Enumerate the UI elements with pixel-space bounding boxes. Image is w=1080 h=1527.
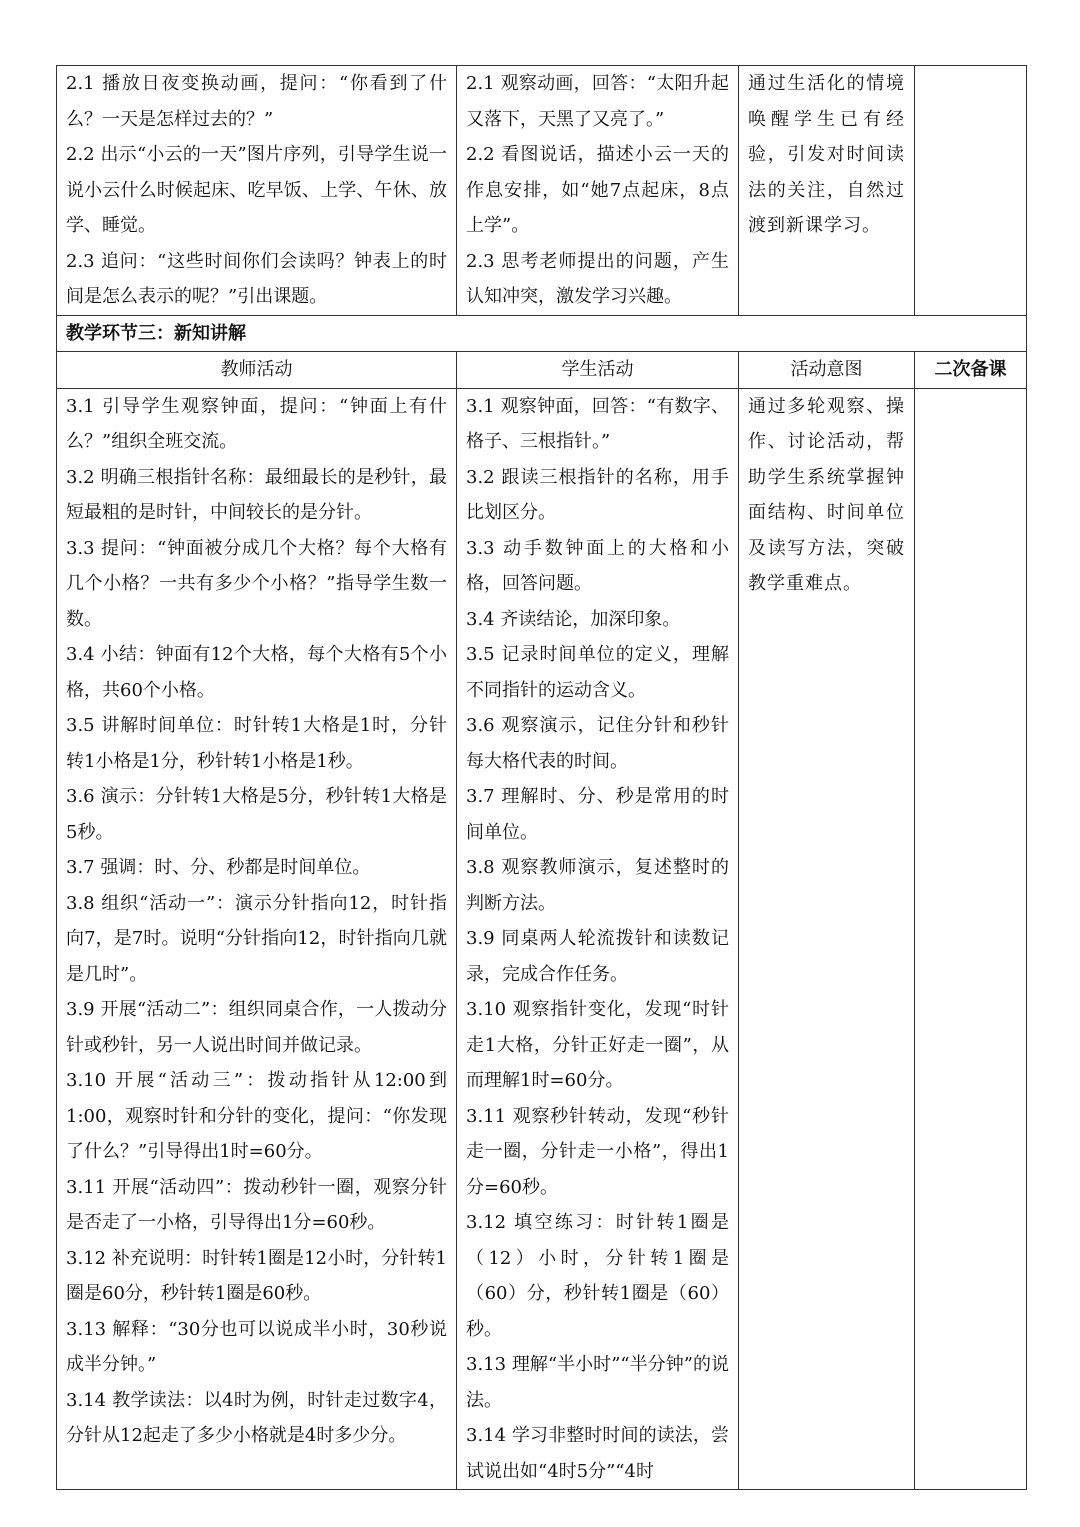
purpose-cell: [739, 66, 915, 316]
activity-row-2: [57, 66, 1027, 316]
teacher-activity-cell: [57, 66, 457, 316]
teacher-step-3-14: 3.14 教学读法：以4时为例，时针走过数字4，分针从12起走了多少小格就是4时多少分。: [66, 1389, 447, 1446]
header-student-activity: 学生活动: [457, 351, 739, 388]
student-step-3-1: 3.1 观察钟面，回答：“有数字、格子、三根指针。”: [466, 395, 729, 452]
teacher-step-3-9: 3.9 开展“活动二”：组织同桌合作，一人拨动分针或秒针，另一人说出时间并做记录。: [66, 999, 447, 1056]
teacher-step-3-6: 3.6 演示：分针转1大格是5分，秒针转1大格是5秒。: [66, 786, 447, 843]
header-notes: 二次备课: [915, 351, 1027, 388]
header-teacher-activity: 教师活动: [57, 351, 457, 388]
purpose-text: 通过多轮观察、操作、讨论活动，帮助学生系统掌握钟面结构、时间单位及读写方法，突破教学重难点。: [748, 395, 905, 594]
student-step-3-2: 3.2 跟读三根指针的名称，用手比划区分。: [466, 466, 729, 523]
section-title: 教学环节三：新知讲解: [57, 315, 1027, 351]
teacher-step-3-5: 3.5 讲解时间单位：时针转1大格是1时，分针转1小格是1分，秒针转1小格是1秒。: [66, 715, 447, 772]
header-purpose: 活动意图: [739, 351, 915, 388]
student-step-3-7: 3.7 理解时、分、秒是常用的时间单位。: [466, 786, 729, 843]
student-activity-cell: [457, 66, 739, 316]
teacher-step-3-4: 3.4 小结：钟面有12个大格，每个大格有5个小格，共60个小格。: [66, 644, 447, 701]
student-step-2-1: 2.1 观察动画，回答：“太阳升起又落下，天黑了又亮了。”: [466, 73, 729, 130]
teacher-step-3-3: 3.3 提问：“钟面被分成几个大格？每个大格有几个小格？一共有多少个小格？”指导学生数一数。: [66, 537, 447, 630]
section-heading-row: [57, 315, 1027, 351]
student-step-2-2: 2.2 看图说话，描述小云一天的作息安排，如“她7点起床，8点上学”。: [466, 144, 729, 236]
teacher-step-3-12: 3.12 补充说明：时针转1圈是12小时，分针转1圈是60分，秒针转1圈是60秒。: [66, 1247, 447, 1304]
student-step-3-9: 3.9 同桌两人轮流拨针和读数记录，完成合作任务。: [466, 928, 729, 985]
student-step-3-14: 3.14 学习非整时时间的读法，尝试说出如“4时5分”“4时: [466, 1425, 729, 1482]
student-step-3-4: 3.4 齐读结论，加深印象。: [466, 608, 681, 630]
student-step-2-3: 2.3 思考老师提出的问题，产生认知冲突，激发学习兴趣。: [466, 250, 729, 307]
teacher-step-3-7: 3.7 强调：时、分、秒都是时间单位。: [66, 857, 371, 878]
teacher-step-2-3: 2.3 追问：“这些时间你们会读吗？钟表上的时间是怎么表示的呢？”引出课题。: [66, 250, 447, 307]
activity-row-3: [57, 388, 1027, 1490]
purpose-text: 通过生活化的情境唤醒学生已有经验，引发对时间读法的关注，自然过渡到新课学习。: [748, 73, 905, 236]
teacher-step-2-1: 2.1 播放日夜变换动画，提问：“你看到了什么？一天是怎样过去的？”: [66, 73, 447, 130]
teacher-step-3-2: 3.2 明确三根指针名称：最细最长的是秒针，最短最粗的是时针，中间较长的是分针。: [66, 466, 447, 523]
student-step-3-12: 3.12 填空练习：时针转1圈是（12）小时，分针转1圈是（60）分，秒针转1圈是（60）秒。: [466, 1212, 729, 1340]
student-activity-cell: [457, 388, 739, 1490]
teacher-step-3-1: 3.1 引导学生观察钟面，提问：“钟面上有什么？”组织全班交流。: [66, 395, 447, 452]
student-step-3-10: 3.10 观察指针变化，发现“时针走1大格，分针正好走一圈”，从而理解1时=60分。: [466, 999, 729, 1091]
purpose-cell: [739, 388, 915, 1490]
teacher-step-3-13: 3.13 解释：“30分也可以说成半小时，30秒说成半分钟。”: [66, 1318, 447, 1375]
student-step-3-5: 3.5 记录时间单位的定义，理解不同指针的运动含义。: [466, 644, 729, 701]
notes-cell: [915, 66, 1027, 316]
teacher-activity-cell: [57, 388, 457, 1490]
notes-cell: [915, 388, 1027, 1490]
student-step-3-13: 3.13 理解“半小时”“半分钟”的说法。: [466, 1354, 729, 1411]
student-step-3-6: 3.6 观察演示，记住分针和秒针每大格代表的时间。: [466, 715, 729, 772]
teacher-step-3-11: 3.11 开展“活动四”：拨动秒针一圈，观察分针是否走了一小格，引导得出1分=60秒。: [66, 1176, 447, 1233]
column-header-row: [57, 351, 1027, 388]
teacher-step-3-8: 3.8 组织“活动一”：演示分针指向12，时针指向7，是7时。说明“分针指向12，时针指向几就是几时”。: [66, 892, 447, 985]
student-step-3-3: 3.3 动手数钟面上的大格和小格，回答问题。: [466, 537, 729, 594]
lesson-plan-table: [56, 65, 1027, 1490]
teacher-step-2-2: 2.2 出示“小云的一天”图片序列，引导学生说一说小云什么时候起床、吃早饭、上学、午休、放学、睡觉。: [66, 144, 447, 236]
student-step-3-8: 3.8 观察教师演示，复述整时的判断方法。: [466, 857, 729, 914]
teacher-step-3-10: 3.10 开展“活动三”：拨动指针从12:00到1:00，观察时针和分针的变化，提问：“你发现了什么？”引导得出1时=60分。: [66, 1070, 447, 1162]
student-step-3-11: 3.11 观察秒针转动，发现“秒针走一圈，分针走一小格”，得出1分=60秒。: [466, 1105, 729, 1198]
